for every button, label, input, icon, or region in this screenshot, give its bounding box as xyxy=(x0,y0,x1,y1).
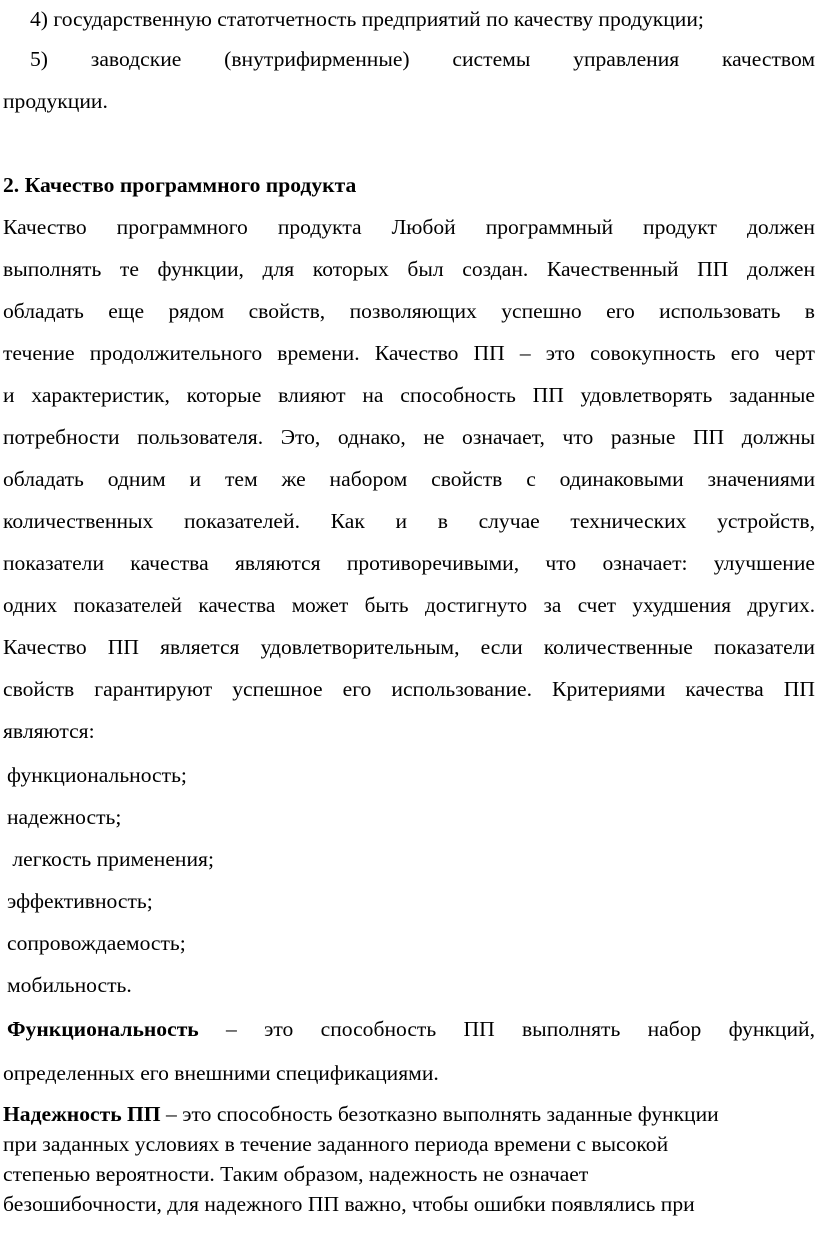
paragraph-line: обладать еще рядом свойств, позволяющих успешно его использовать в xyxy=(3,299,815,323)
reliability-definition-line2: при заданных условиях в течение заданного периода времени с высокой xyxy=(3,1132,669,1156)
paragraph-line: одних показателей качества может быть достигнуто за счет ухудшения других. xyxy=(3,593,815,617)
reliability-term: Надежность ПП xyxy=(3,1102,161,1126)
functionality-definition-text: – это способность ПП выполнять набор функций, xyxy=(198,1017,815,1041)
functionality-term: Функциональность xyxy=(7,1017,199,1041)
paragraph-line: Качество программного продукта Любой программный продукт должен xyxy=(3,215,815,239)
paragraph-line: являются: xyxy=(3,719,95,743)
reliability-definition xyxy=(3,1101,815,1127)
paragraph-line: показатели качества являются противоречивыми, что означает: улучшение xyxy=(3,551,815,575)
functionality-definition-line2: определенных его внешними спецификациями. xyxy=(3,1061,439,1085)
paragraph-line: выполнять те функции, для которых был создан. Качественный ПП должен xyxy=(3,257,815,281)
paragraph-line: потребности пользователя. Это, однако, не означает, что разные ПП должны xyxy=(3,425,815,449)
reliability-definition-text: – это способность безотказно выполнять заданные функции xyxy=(160,1102,719,1126)
criteria-item: надежность; xyxy=(7,805,122,829)
section-heading: 2. Качество программного продукта xyxy=(3,173,357,197)
paragraph-line: течение продолжительного времени. Качество ПП – это совокупность его черт xyxy=(3,341,815,365)
paragraph-line: количественных показателей. Как и в случае технических устройств, xyxy=(3,509,815,533)
paragraph-line: Качество ПП является удовлетворительным, если количественные показатели xyxy=(3,635,815,659)
criteria-item: сопровождаемость; xyxy=(7,931,186,955)
reliability-definition-line3: степенью вероятности. Таким образом, надежность не означает xyxy=(3,1162,589,1186)
criteria-item: функциональность; xyxy=(7,763,187,787)
list-item-5: 5) заводские (внутрифирменные) системы управления качеством xyxy=(30,47,815,71)
reliability-definition-line4: безошибочности, для надежного ПП важно, чтобы ошибки появлялись при xyxy=(3,1192,695,1216)
paragraph-line: свойств гарантируют успешное его использование. Критериями качества ПП xyxy=(3,677,815,701)
criteria-item: мобильность. xyxy=(7,973,132,997)
functionality-definition xyxy=(7,1016,815,1042)
paragraph-line: обладать одним и тем же набором свойств с одинаковыми значениями xyxy=(3,467,815,491)
list-item-5-continuation: продукции. xyxy=(3,89,108,113)
paragraph-line: и характеристик, которые влияют на способность ПП удовлетворять заданные xyxy=(3,383,815,407)
criteria-item: эффективность; xyxy=(7,889,153,913)
criteria-item: легкость применения; xyxy=(7,847,214,871)
list-item-4: 4) государственную статотчетность предприятий по качеству продукции; xyxy=(30,7,704,31)
